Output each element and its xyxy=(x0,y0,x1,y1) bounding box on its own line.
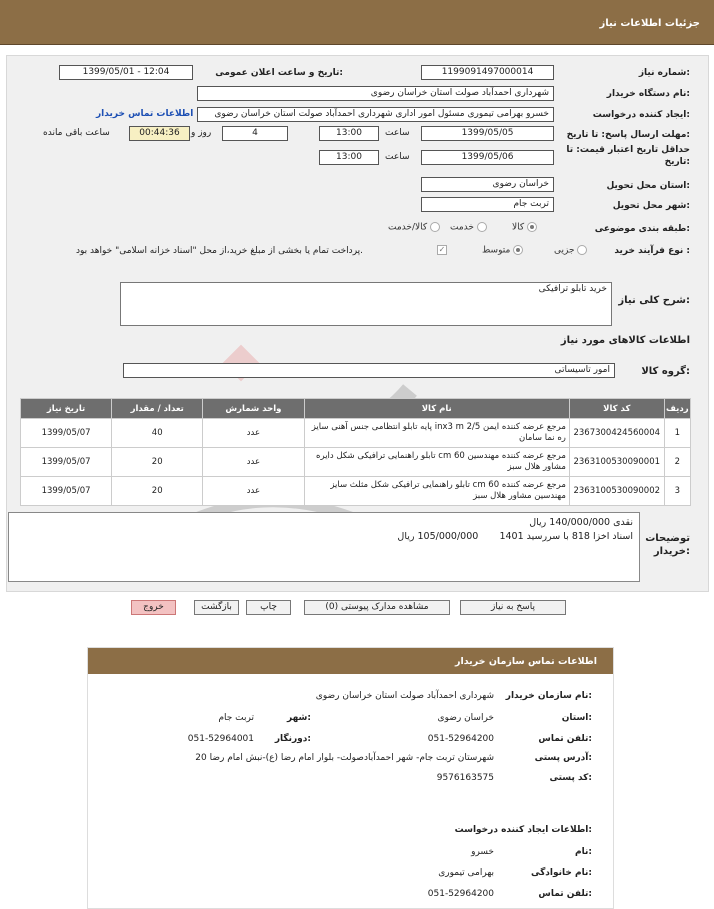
creator-label: ایجاد کننده درخواست: xyxy=(592,110,690,120)
table-row[interactable] xyxy=(21,419,691,448)
row-index: 1 xyxy=(664,419,690,448)
goods-section-title: اطلاعات کالاهای مورد نیاز xyxy=(560,335,690,346)
buyer-notes-line-1: نقدی 140/000/000 ریال xyxy=(529,517,633,528)
deadline-time-label: ساعت xyxy=(385,128,410,138)
creator-section-title: اطلاعات ایجاد کننده درخواست: xyxy=(454,825,592,835)
remaining-label: ساعت باقی مانده xyxy=(43,128,110,138)
row-name: تابلو راهنمایی ترافیکی شکل دایره cm 60 مرجع عرضه کننده مهندسین مشاور هلال سبز xyxy=(304,448,569,477)
creator-phone-value: 051-52964200 xyxy=(427,889,494,899)
contact-address-value: شهرستان تربت جام- شهر احمدآبادصولت- بلوار امام رضا (ع)-نبش امام رضا 20 xyxy=(195,753,494,763)
contact-phone-value: 051-52964200 xyxy=(427,734,494,744)
days-field[interactable]: 4 xyxy=(222,126,288,141)
col-unit: واحد شمارش xyxy=(203,399,304,419)
row-code: 2363100530090001 xyxy=(569,448,664,477)
page-header xyxy=(0,0,714,45)
city-field[interactable]: تربت جام xyxy=(421,197,554,212)
buyer-notes-line-2: اسناد اخزا 818 با سررسید 1401 105/000/000 ریال xyxy=(397,531,633,542)
category-service-radio[interactable] xyxy=(477,222,487,232)
exit-button[interactable]: خروج xyxy=(131,600,176,615)
announce-label: تاریخ و ساعت اعلان عمومی: xyxy=(215,68,343,78)
buyer-org-field[interactable]: شهرداری احمدآباد صولت استان خراسان رضوی xyxy=(197,86,554,101)
col-date: تاریخ نیاز xyxy=(21,399,112,419)
category-label: طبقه بندی موضوعی: xyxy=(594,224,690,234)
row-date: 1399/05/07 xyxy=(21,448,112,477)
row-index: 3 xyxy=(664,477,690,506)
contact-city-value: تربت جام xyxy=(218,713,254,723)
goods-group-field[interactable]: امور تاسیساتی xyxy=(123,363,615,378)
creator-name-label: نام: xyxy=(575,847,592,857)
contact-org-label: نام سازمان خریدار: xyxy=(505,691,592,701)
col-name: نام کالا xyxy=(304,399,569,419)
need-number-label: شماره نیاز: xyxy=(638,68,690,78)
back-button[interactable]: بازگشت xyxy=(194,600,239,615)
deadline-time-field[interactable]: 13:00 xyxy=(319,126,379,141)
contact-phone-label: تلفن تماس: xyxy=(538,734,592,744)
contact-city-label: شهر: xyxy=(287,713,311,723)
buyer-org-label: نام دستگاه خریدار: xyxy=(606,89,690,99)
contact-province-value: خراسان رضوی xyxy=(437,713,494,723)
contact-fax-value: 051-52964001 xyxy=(187,734,254,744)
reply-button[interactable]: پاسخ به نیاز xyxy=(460,600,566,615)
validity-date-field[interactable]: 1399/05/06 xyxy=(421,150,554,165)
row-name: پایه تابلو انتظامی جنس آهنی سایز inx3 m 2/5 مرجع عرضه کننده ایمن ره نما سامان xyxy=(304,419,569,448)
category-option-service[interactable]: خدمت xyxy=(450,222,487,233)
process-medium-radio[interactable] xyxy=(513,245,523,255)
creator-phone-label: تلفن تماس: xyxy=(538,889,592,899)
table-row[interactable] xyxy=(21,448,691,477)
process-option-medium[interactable]: متوسط xyxy=(482,245,523,256)
deadline-date-field[interactable]: 1399/05/05 xyxy=(421,126,554,141)
city-label: شهر محل تحویل: xyxy=(612,201,690,211)
row-qty: 40 xyxy=(112,419,203,448)
summary-label: شرح کلی نیاز: xyxy=(618,295,690,306)
province-label: استان محل تحویل: xyxy=(606,181,690,191)
process-small-radio[interactable] xyxy=(577,245,587,255)
contact-fax-label: دورنگار: xyxy=(274,734,311,744)
validity-label: حداقل تاریخ اعتبار قیمت: تا تاریخ: xyxy=(566,145,690,167)
buyer-notes-box[interactable] xyxy=(8,512,640,582)
row-date: 1399/05/07 xyxy=(21,477,112,506)
contact-postal-value: 9576163575 xyxy=(436,773,494,783)
row-index: 2 xyxy=(664,448,690,477)
row-code: 2367300424560004 xyxy=(569,419,664,448)
payment-note: پرداخت تمام یا بخشی از مبلغ خرید،از محل "اسناد خزانه اسلامی" خواهد بود. xyxy=(76,246,364,256)
col-code: کد کالا xyxy=(569,399,664,419)
remaining-time-field: 00:44:36 xyxy=(129,126,190,141)
row-code: 2363100530090002 xyxy=(569,477,664,506)
buyer-contact-link[interactable]: اطلاعات تماس خریدار xyxy=(96,109,194,119)
category-goods-radio[interactable] xyxy=(527,222,537,232)
process-label: نوع فرآیند خرید : xyxy=(614,246,690,256)
province-field[interactable]: خراسان رضوی xyxy=(421,177,554,192)
row-unit: عدد xyxy=(203,477,304,506)
announce-field[interactable]: 1399/05/01 - 12:04 xyxy=(59,65,193,80)
attachments-button[interactable]: مشاهده مدارک پیوستی (0) xyxy=(304,600,450,615)
row-qty: 20 xyxy=(112,448,203,477)
table-row[interactable] xyxy=(21,477,691,506)
row-unit: عدد xyxy=(203,419,304,448)
row-date: 1399/05/07 xyxy=(21,419,112,448)
contact-postal-label: کد پستی: xyxy=(549,773,592,783)
days-label: روز و xyxy=(191,128,212,138)
contact-header xyxy=(88,648,613,674)
contact-title: اطلاعات تماس سازمان خریدار xyxy=(454,656,597,667)
payment-checkbox[interactable]: ✓ xyxy=(438,245,446,254)
creator-family-label: نام خانوادگی: xyxy=(530,868,592,878)
contact-address-label: آدرس پستی: xyxy=(534,753,592,763)
page-title: جزئیات اطلاعات نیاز xyxy=(599,18,700,29)
contact-org-value: شهرداری احمدآباد صولت استان خراسان رضوی xyxy=(315,691,494,701)
summary-textarea[interactable]: خرید تابلو ترافیکی xyxy=(120,282,612,326)
contact-province-label: استان: xyxy=(561,713,592,723)
category-option-both[interactable]: کالا/خدمت xyxy=(388,222,440,233)
row-unit: عدد xyxy=(203,448,304,477)
goods-group-label: گروه کالا: xyxy=(641,366,690,377)
deadline-label: مهلت ارسال پاسخ: تا تاریخ: xyxy=(566,130,690,140)
creator-field[interactable]: خسرو بهرامی تیموری مسئول امور اداری شهرداری احمدآباد صولت استان خراسان رضوی xyxy=(197,107,554,122)
category-option-goods[interactable]: کالا xyxy=(512,222,537,233)
validity-time-field[interactable]: 13:00 xyxy=(319,150,379,165)
validity-time-label: ساعت xyxy=(385,152,410,162)
row-qty: 20 xyxy=(112,477,203,506)
buyer-notes-label: توضیحات خریدار: xyxy=(645,533,690,557)
print-button[interactable]: چاپ xyxy=(246,600,291,615)
col-qty: تعداد / مقدار xyxy=(112,399,203,419)
creator-name-value: خسرو xyxy=(471,847,494,857)
row-name: تابلو راهنمایی ترافیکی شکل مثلث سایز cm 60 مرجع عرضه کننده مهندسین مشاور هلال سبز xyxy=(304,477,569,506)
goods-table xyxy=(20,398,691,506)
need-number-field[interactable]: 1199091497000014 xyxy=(421,65,554,80)
process-option-small[interactable]: جزیی xyxy=(554,245,587,256)
col-index: ردیف xyxy=(664,399,690,419)
category-both-radio[interactable] xyxy=(430,222,440,232)
creator-family-value: بهرامی تیموری xyxy=(438,868,494,878)
goods-table-header xyxy=(21,399,691,419)
